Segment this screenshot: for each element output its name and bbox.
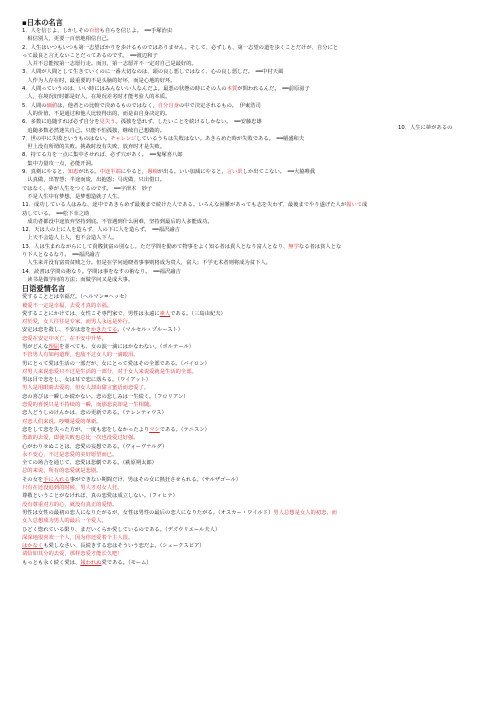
section-japanese-quotes: [22, 18, 496, 284]
text-line: [22, 418, 496, 426]
text-line: [22, 467, 496, 475]
text-run: 愛することとは幸福だ。（ヘルマン=ヘッセ）: [22, 294, 130, 301]
text-run: って最良と言えないことだってあるのです。 ━━渡辺和子: [22, 52, 158, 59]
text-run: を並べても、女の涙一滴にはかなわない。（ボルテール）: [59, 343, 195, 350]
text-line: [22, 376, 496, 384]
text-run: 男性は女性の最初の恋人になりたがるが、女性は男性の最后の恋人になりたがる。（オスカー・ワイルド）: [22, 509, 274, 516]
highlighted-text: 愚痴: [147, 169, 158, 176]
text-line: [22, 234, 496, 242]
text-line: [22, 550, 496, 558]
text-run: 14．読書は学問の術なり。学問は事をなすの術なり。 ━━福沢諭吉: [22, 268, 181, 275]
text-run: 愛することにかけては、女性こそ専門家で、男性は永遠に: [22, 310, 160, 317]
highlighted-text: 没有尊重对方的心，就没有真正的爱情。: [22, 501, 118, 508]
text-run: が出る。いい加減にやると，: [157, 169, 227, 176]
text-run: 愛である。（モーム）: [101, 559, 152, 566]
text-run: 追随多数必然迷失自己。只能不怕孤独，继续自己想做的。: [22, 127, 166, 134]
highlighted-text: 理屈: [48, 343, 60, 350]
text-run: 相信别人，更要一百倍地相信自己。: [22, 36, 113, 43]
text-run: 2．人生はいつもいつも第一志望ばかりを歩けるものではありません。そして、必ずしも、第一志望の道を歩くことだけが、自分にと: [22, 44, 339, 51]
text-line: [22, 193, 496, 201]
text-line: [22, 85, 496, 93]
text-line: [22, 409, 496, 417]
highlighted-text: 手に入れる: [43, 476, 70, 483]
text-line: [22, 360, 496, 368]
text-run: 功している。 ━━松下幸之助: [22, 210, 90, 217]
text-run: 全ての场合を通じて、恋愛は悲劇である。（萩原朔太郎）: [22, 460, 157, 467]
text-run: 认真做，出智慧；半途而废，出抱怨；马虎做，只出借口。: [22, 177, 166, 184]
text-run: ひどく惚れている限り、まだいくらか愛しているのである。（デズウリエール夫人）: [22, 526, 221, 533]
highlighted-text: 对男人来说恋爱只不过是生活的一部分，对于女人来说爱就是生活的全部。: [22, 368, 197, 375]
highlighted-text: チャレンジ: [110, 135, 137, 142]
text-line: [22, 102, 496, 110]
quote-lines: [22, 27, 496, 284]
text-run: 13．人は生まれながらにして貴賎貧富の別なし。ただ学問を勤めて物事をよく知る者は貴人となり富人となり、: [22, 243, 289, 250]
text-run: なる者は貧人とな: [298, 243, 342, 250]
text-line: [22, 77, 496, 85]
text-run: しか出てこない。 ━━大脇唯眞: [242, 169, 316, 176]
text-run: 1．人を信じよ、しかしその: [22, 28, 89, 34]
highlighted-text: 自分自身: [157, 102, 179, 109]
text-line: [22, 310, 496, 318]
text-run: 。（マルセル・プルースト）: [117, 327, 184, 334]
highlighted-text: 百倍: [88, 28, 100, 34]
highlighted-text: 对於爱，女人往往是专家，而男人永远是外行。: [22, 319, 134, 326]
highlighted-text: 永不变心，不过是恋爱的美好愿望而已。: [22, 451, 118, 458]
text-run: ではなく、夢が人生をつくるのです。 ━━宇津木 妙子: [22, 185, 153, 192]
section-title: ▪日本の名言: [22, 18, 63, 27]
text-line: [22, 351, 496, 359]
highlighted-text: 女人总想成为男人的最后一个爱人。: [22, 518, 107, 525]
text-line: [22, 302, 496, 310]
text-line: [22, 509, 496, 517]
text-line: [22, 526, 496, 534]
text-line: [22, 501, 496, 509]
text-line: [22, 326, 496, 334]
text-line: [22, 176, 496, 184]
text-line: [22, 143, 496, 151]
highlighted-text: 無学: [288, 243, 299, 250]
text-run: 成: [362, 202, 368, 209]
highlighted-text: 報われぬ: [80, 559, 102, 566]
text-run: 上天不会造人上人，也不会造人下人。: [22, 235, 118, 242]
text-line: [22, 393, 496, 401]
text-run: 4．人間っていうのは、いい時にはみんないい人なんだよ。最悪の状態の時にその人の: [22, 86, 227, 93]
text-run: である。（テニスン）: [159, 426, 210, 433]
highlighted-text: はかなく: [22, 543, 44, 550]
text-run: が問われるんだ。 ━━前原滋子: [237, 86, 310, 93]
text-run: もっとも永く続く愛は、: [22, 559, 81, 566]
text-line: [22, 27, 496, 35]
text-run: 人并不总能按第一志愿行走。而且，第一志愿并不一定对自己是最好的。: [22, 61, 197, 68]
highlighted-text: 请恰如其分的去爱，那样恋爱才能长久吧！: [22, 551, 123, 558]
text-run: その女を: [22, 476, 44, 483]
section-title: 日语爱情名言: [22, 284, 66, 294]
text-line: [22, 52, 496, 60]
text-line: [22, 517, 496, 525]
text-line: [22, 218, 496, 226]
text-line: [22, 276, 496, 284]
text-run: しているうちは失敗はない。あきらめた時が失敗である。 ━━稲盛和夫: [136, 135, 305, 142]
highlighted-text: 深深地很喜欢一个人，因为你还爱着个主人很。: [22, 534, 134, 541]
text-run: は，他者との比較で決めるものではなく，: [57, 102, 158, 109]
text-run: 事ができない期間だけ、男はその女に熱狂させられる。（サルザゴール）: [69, 476, 242, 483]
section-love-quotes: [22, 284, 496, 567]
text-run: 。孤独を恐れず、したいことを続けるしかない。 ━━安藤忠雄: [115, 119, 262, 126]
text-line: [22, 210, 496, 218]
text-run: 人，在境况好时都是好人，在境况差劣时才能考验人的本质。: [22, 94, 171, 101]
text-line: [22, 251, 496, 259]
text-run: が出る。: [78, 169, 100, 176]
highlighted-text: 言い訳: [226, 169, 243, 176]
text-run: 成功者都没中途放弃坚持到底。不管遇到什么困难，坚持到最后的人多能成功。: [22, 218, 213, 225]
text-line: [22, 343, 496, 351]
text-line: [22, 384, 496, 392]
text-run: 读书是做学问的方法；而做学问又是成大事。: [22, 276, 134, 283]
text-run: 人作为人存在时，最重要的不是头脑的好坏，而是心地的好坏。: [22, 77, 176, 84]
text-line: [22, 401, 496, 409]
text-run: 不是人生中有梦想，是梦想造就了人生。: [22, 193, 123, 200]
text-run: 12．天は人の上に人を造らず、人の下に人を造らず。 ━━福沢諭吉: [22, 227, 180, 234]
text-run: も自らを信じよ。 ━━手塚治虫: [99, 28, 173, 34]
highlighted-text: 素人: [159, 310, 171, 317]
text-run: 11．成功している人はみな、途中であきらめず最後まで続けた人である。いろんな困難があっても志を失わず、最後までやり遂げた人が: [22, 202, 347, 209]
highlighted-text: 中途半端: [99, 169, 121, 176]
highlighted-text: 男人总想是女人的初恋，而: [273, 509, 337, 516]
text-line: [22, 451, 496, 459]
text-line: [22, 110, 496, 118]
highlighted-text: 価値: [46, 102, 58, 109]
text-line: [22, 185, 496, 193]
highlighted-text: 总的来说，所有的恋爱就是悲剧。: [22, 468, 102, 475]
text-line: [22, 259, 496, 267]
text-line: [22, 434, 496, 442]
text-line: [22, 293, 496, 301]
highlighted-text: 知恵: [67, 169, 79, 176]
text-line: [22, 476, 496, 484]
text-run: 6．多数に追随すれば必ず自分を: [22, 119, 100, 126]
text-line: [22, 201, 496, 209]
text-run: 5．人間の: [22, 102, 47, 109]
text-line: [22, 368, 496, 376]
text-line: [22, 93, 496, 101]
text-run: り下人となるなり。 ━━福沢諭吉: [22, 252, 100, 259]
highlighted-text: 勇敢的去爱，即使失败也总比一次也没爱过好强。: [22, 435, 139, 442]
text-line: [22, 226, 496, 234]
text-run: 恋の喜びは一瞬しか続かない。恋の悲しみは一生続く。（フロリアン）: [22, 393, 189, 400]
text-run: 男は目で恋をし、女は耳で恋に落ちる。（ワイアット）: [22, 377, 152, 384]
text-line: [22, 243, 496, 251]
text-run: 世上没有所谓的失败。挑战时没有失败，放弃时才是失败。: [22, 144, 166, 151]
text-line: [22, 268, 496, 276]
highlighted-text: 恋爱在安定中灭亡，在不安中升华。: [22, 335, 107, 342]
text-run: 心がわりせぬことは、恋愛の妄想である。（ヴォーヴナルグ）: [22, 443, 168, 450]
text-run: 男がどんな: [22, 343, 49, 350]
text-run: の中で決定されるもの。 伊東浩司: [178, 102, 261, 109]
text-line: [22, 44, 496, 52]
highlighted-text: かきたてる: [90, 327, 118, 334]
text-run: 安定は恋を殺し、不安は恋を: [22, 327, 91, 334]
text-run: 人生来并没有富贵贫贱之分。但是在学问通晓者事事则将成为贵人，富人；不学无术者则将成为贫下人。: [22, 260, 271, 267]
text-line: [22, 135, 496, 143]
text-line: [22, 559, 496, 567]
text-line: [22, 443, 496, 451]
text-run: も愛しなさい、長続きする恋はそういう恋だよ。（シェークスピア）: [43, 543, 205, 550]
highlighted-text: 報いて: [346, 202, 362, 209]
text-run: 男にとって愛は生活の一部だが、女にとって愛はその全部である。（バイロン）: [22, 360, 210, 367]
text-line: [22, 426, 496, 434]
highlighted-text: 被爱不一定是幸福，去爱才真的幸福。: [22, 302, 113, 309]
highlighted-text: 不管男人有如何道理，也敌不过女人的一滴眼泪。: [22, 352, 139, 359]
text-line: [22, 459, 496, 467]
highlighted-text: 男人是用眼睛去爱的，但女人却由甜言蜜语而恋爱了。: [22, 385, 150, 392]
text-line: [22, 35, 496, 43]
text-line: [22, 318, 496, 326]
text-line: [22, 335, 496, 343]
text-run: 人的价值，不是通过和他人比较得出的，而是由自身决定的。: [22, 110, 171, 117]
text-line: [22, 534, 496, 542]
text-line: [22, 68, 496, 76]
text-run: 尊敬ということがなければ、真の恋愛は成立しない。（フィヒテ）: [22, 493, 178, 500]
text-line: [22, 484, 496, 492]
text-line: [22, 168, 496, 176]
highlighted-text: 对恋人们来说，吵嘴是爱的革新。: [22, 418, 102, 425]
highlighted-text: 本質: [226, 86, 238, 93]
text-run: 7．世の中に失敗というものはない。: [22, 135, 111, 142]
text-line: [22, 160, 496, 168]
quote-lines: [22, 293, 496, 567]
quote-item-10: 10．人生に夢があるの: [398, 125, 453, 131]
text-run: である。（三島由紀夫）: [170, 310, 226, 317]
highlighted-text: マシ: [149, 426, 160, 433]
text-run: 9．真剣にやると、: [22, 169, 68, 176]
text-line: [22, 492, 496, 500]
text-run: 恋をして恋を失った方が、一度も恋をしなかったより: [22, 426, 150, 433]
text-run: 集中力量攻一点，必能开洞。: [22, 160, 97, 167]
highlighted-text: 恋爱的喜悦只是不持续的一瞬，而那悲哀却是一生相随。: [22, 402, 155, 409]
text-run: 8．持てる力を一点に集中させれば、必ず穴があく。 ━━鬼塚喜八郎: [22, 152, 183, 159]
text-line: [22, 60, 496, 68]
text-run: 3．人間が人間として生きていくのに一番大切なのは、頭の良し悪しではなく、心の良し悪しだ。 ━━中村天風: [22, 69, 284, 76]
highlighted-text: 見失う: [99, 119, 116, 126]
text-line: [22, 151, 496, 159]
text-run: 恋人どうしのけんかは、恋の更新である。（テレンティウス）: [22, 410, 167, 417]
text-line: [22, 542, 496, 550]
highlighted-text: 只有在还没追到的时候，男人才对女人狂。: [22, 485, 123, 492]
text-run: にやると，: [120, 169, 148, 176]
